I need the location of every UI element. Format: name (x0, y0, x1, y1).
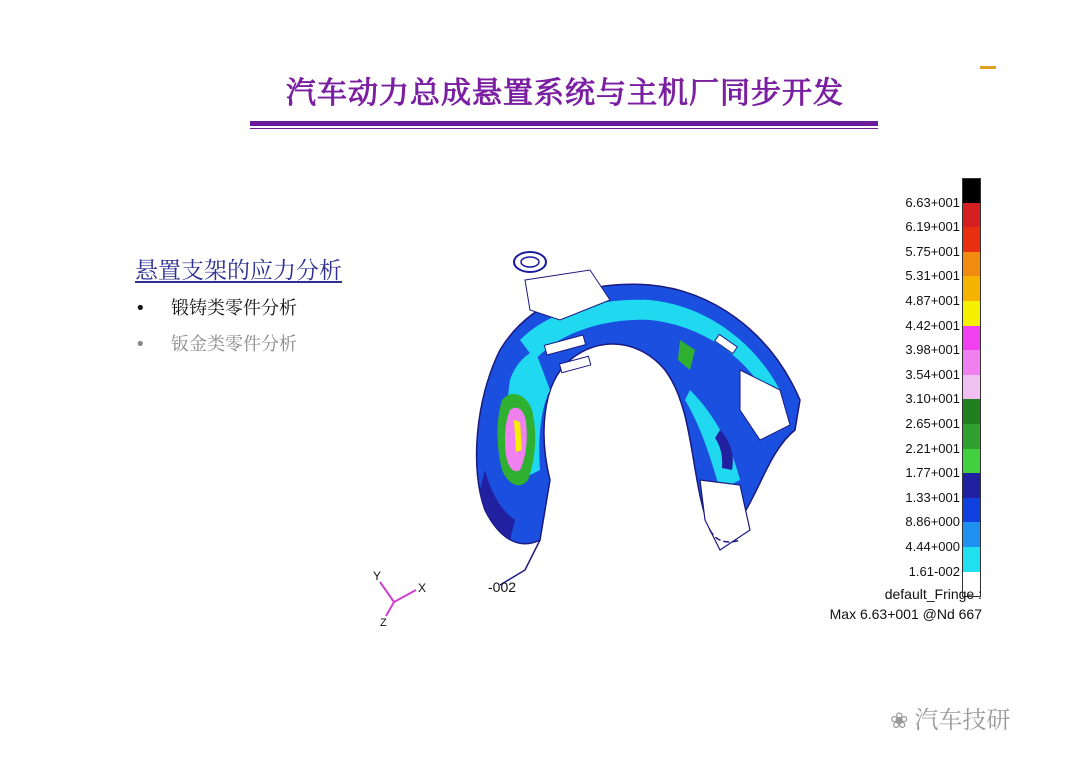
fringe-scale-label: 3.10+001 (905, 391, 960, 407)
bullet-forging-casting (135, 294, 297, 320)
axis-y-label: Y (373, 569, 382, 583)
wechat-watermark (890, 700, 1010, 735)
fringe-scale-label: 5.31+001 (905, 268, 960, 284)
fringe-caption (820, 584, 982, 624)
fringe-scale-label: 3.98+001 (905, 342, 960, 358)
bullet-marker: • (135, 334, 146, 355)
section-heading: 悬置支架的应力分析 (135, 258, 342, 284)
bullet-text: 锻铸类零件分析 (171, 298, 297, 319)
title-underline (250, 121, 878, 126)
fringe-scale-label: 8.86+000 (905, 514, 960, 530)
watermark-text: 汽车技研 (914, 706, 1011, 734)
fringe-scale-label: 3.54+001 (905, 366, 960, 382)
corner-accent-mark (980, 66, 996, 69)
fringe-swatch (962, 350, 981, 375)
fringe-scale-label: 5.75+001 (905, 243, 960, 259)
fringe-caption-max: Max 6.63+001 @Nd 667 (829, 606, 982, 622)
fringe-swatch (962, 276, 981, 301)
fringe-scale-label: 4.44+000 (905, 539, 960, 554)
bullet-text: 钣金类零件分析 (171, 334, 297, 355)
fringe-scale-label: 1.61-002 (908, 563, 960, 579)
fringe-swatch (962, 227, 981, 252)
fringe-caption-name: default_Fringe : (884, 586, 982, 602)
fringe-scale-label: 1.33+001 (905, 489, 960, 505)
fringe-swatch (962, 301, 981, 326)
bullet-marker: • (135, 298, 146, 319)
fringe-swatch (962, 449, 981, 474)
fringe-swatch (962, 375, 981, 400)
axis-z-label: Z (380, 617, 387, 626)
fringe-swatch (962, 252, 981, 277)
fringe-swatch (962, 399, 981, 424)
fringe-scale-label: 2.65+001 (905, 416, 960, 431)
fringe-swatch (962, 178, 981, 204)
fringe-swatch (962, 326, 981, 351)
axis-x-label: X (418, 581, 427, 595)
fringe-scale-label: 6.19+001 (905, 219, 960, 235)
fringe-scale-label: 4.42+001 (905, 317, 960, 333)
fringe-swatch (962, 203, 981, 228)
fringe-scale-label: 6.63+001 (905, 194, 960, 210)
fringe-swatch (962, 424, 981, 449)
fea-stress-contour-image (440, 240, 820, 600)
coordinate-axis-triad (366, 566, 436, 626)
fringe-scale-label: 2.21+001 (905, 440, 960, 456)
fringe-swatch (962, 547, 981, 572)
slide-title: 汽车动力总成悬置系统与主机厂同步开发 (286, 76, 844, 111)
title-underline-thin (250, 128, 878, 129)
model-id-label: -002 (488, 579, 517, 595)
fringe-swatch (962, 473, 981, 498)
fringe-scale-label: 1.77+001 (905, 465, 960, 481)
fringe-swatch (962, 498, 981, 523)
bullet-sheet-metal (135, 330, 297, 356)
fringe-scale-label: 4.87+001 (905, 293, 960, 308)
fringe-swatch (962, 522, 981, 547)
wechat-icon: ❀ (890, 709, 909, 734)
